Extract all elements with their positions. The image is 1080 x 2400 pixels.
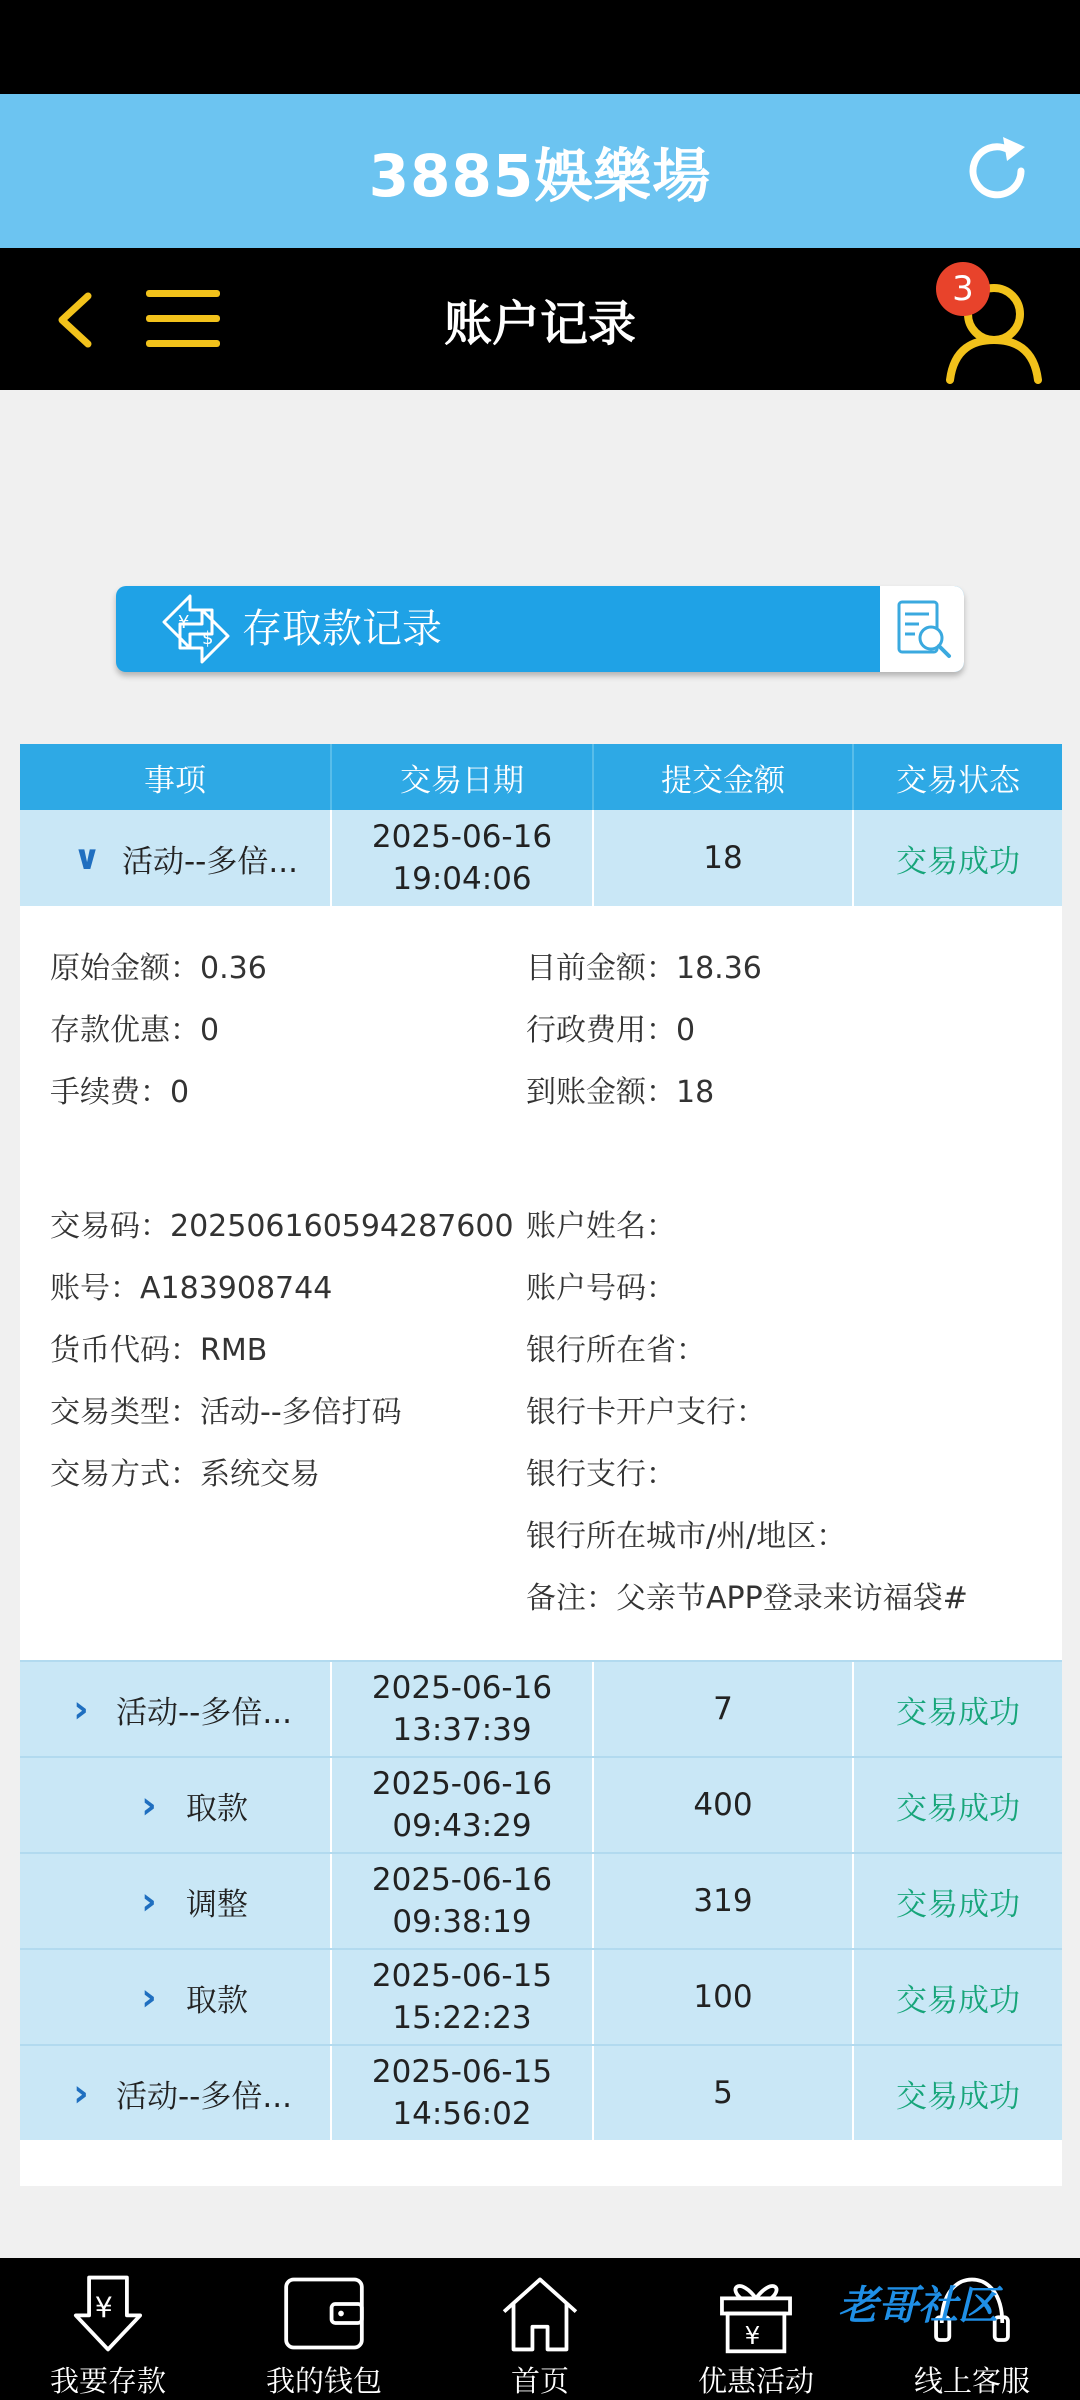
currency-exchange-icon [156, 592, 236, 666]
detail-account-id: 账号：A183908744 [50, 1271, 333, 1306]
table-header [20, 744, 1062, 810]
row-status: 交易成功 [896, 2078, 1020, 2115]
row-status: 交易成功 [896, 1694, 1020, 1731]
menu-button[interactable] [146, 290, 220, 350]
row-date: 2025-06-16 [371, 1862, 553, 1898]
detail-bank-province: 银行所在省： [526, 1333, 706, 1368]
row-date: 2025-06-16 [371, 819, 553, 855]
refresh-icon [957, 131, 1037, 211]
detail-current-amount: 目前金额：18.36 [526, 951, 762, 986]
row-status: 交易成功 [896, 843, 1020, 880]
row-item: 活动--多倍... [122, 843, 298, 880]
row-time: 14:56:02 [392, 2096, 532, 2132]
detail-original-amount: 原始金额：0.36 [50, 951, 267, 986]
chevron-right-icon: › [141, 1879, 157, 1923]
refresh-button[interactable] [954, 128, 1040, 214]
row-date: 2025-06-16 [371, 1766, 553, 1802]
detail-currency: 货币代码：RMB [50, 1333, 268, 1368]
detail-bank-branch-open: 银行卡开户支行： [526, 1395, 766, 1430]
detail-handling-fee: 手续费：0 [50, 1075, 190, 1110]
row-status: 交易成功 [896, 1982, 1020, 2019]
row-date: 2025-06-15 [371, 2054, 553, 2090]
row-detail-panel [20, 906, 1062, 1660]
chevron-right-icon: › [73, 2071, 89, 2115]
records-table [20, 744, 1062, 2186]
app-header [0, 94, 1080, 248]
detail-remark: 备注：父亲节APP登录来访福袋# [526, 1581, 968, 1616]
tab-deposit[interactable] [0, 2258, 216, 2400]
row-amount: 7 [594, 1662, 854, 1756]
chevron-right-icon: › [141, 1975, 157, 2019]
tab-home[interactable] [432, 2258, 648, 2400]
row-time: 19:04:06 [392, 861, 532, 897]
chevron-left-icon [48, 288, 108, 352]
detail-bank-city: 银行所在城市/州/地区： [526, 1519, 847, 1554]
wallet-icon [278, 2270, 370, 2357]
table-row[interactable] [20, 1756, 1062, 1852]
row-item: 取款 [186, 1790, 248, 1827]
header-amount: 提交金额 [594, 744, 854, 810]
back-button[interactable] [48, 288, 108, 352]
tab-promos-label: 优惠活动 [697, 2364, 814, 2398]
detail-bank-branch: 银行支行： [526, 1457, 676, 1492]
detail-txn-code: 交易码：202506160594287600 [50, 1209, 514, 1244]
chevron-right-icon: › [141, 1783, 157, 1827]
page-title: 账户记录 [443, 295, 636, 352]
row-time: 09:38:19 [392, 1904, 532, 1940]
tab-wallet-label: 我的钱包 [265, 2364, 382, 2398]
row-date: 2025-06-15 [371, 1958, 553, 1994]
detail-txn-method: 交易方式：系统交易 [50, 1457, 320, 1492]
row-date: 2025-06-16 [371, 1670, 553, 1706]
row-status: 交易成功 [896, 1790, 1020, 1827]
row-time: 09:43:29 [392, 1808, 532, 1844]
svg-text:$: $ [202, 628, 214, 649]
row-time: 15:22:23 [392, 2000, 532, 2036]
deposit-icon [62, 2270, 154, 2357]
table-row[interactable] [20, 1948, 1062, 2044]
tab-home-label: 首页 [510, 2364, 569, 2398]
table-row[interactable] [20, 1852, 1062, 1948]
header-item: 事项 [20, 744, 332, 810]
table-row[interactable] [20, 810, 1062, 906]
header-status: 交易状态 [896, 762, 1020, 799]
svg-text:¥: ¥ [94, 2291, 113, 2325]
hamburger-menu-icon [146, 290, 220, 297]
detail-account-name: 账户姓名： [526, 1209, 676, 1244]
detail-admin-fee: 行政费用：0 [526, 1013, 696, 1048]
row-time: 13:37:39 [392, 1712, 532, 1748]
detail-account-number: 账户号码： [526, 1271, 676, 1306]
user-button[interactable] [940, 262, 1044, 384]
chevron-down-icon: ∨ [73, 838, 101, 878]
tab-promos[interactable] [648, 2258, 864, 2400]
svg-text:¥: ¥ [178, 612, 190, 633]
status-bar [0, 0, 1080, 94]
row-item: 活动--多倍... [116, 1694, 292, 1731]
header-date: 交易日期 [332, 744, 594, 810]
row-status: 交易成功 [896, 1886, 1020, 1923]
svg-text:¥: ¥ [744, 2320, 761, 2350]
row-amount: 18 [594, 810, 854, 906]
row-item: 取款 [186, 1982, 248, 2019]
banner-title: 存取款记录 [242, 606, 442, 652]
row-item: 活动--多倍... [116, 2078, 292, 2115]
detail-arrival-amount: 到账金额：18 [526, 1075, 715, 1110]
notification-badge: 3 [936, 262, 990, 316]
detail-txn-type: 交易类型：活动--多倍打码 [50, 1395, 402, 1430]
home-icon [494, 2270, 586, 2357]
table-row[interactable] [20, 1660, 1062, 1756]
row-amount: 400 [594, 1758, 854, 1852]
document-search-icon [889, 596, 955, 662]
row-amount: 5 [594, 2046, 854, 2140]
chevron-right-icon: › [73, 1687, 89, 1731]
row-amount: 100 [594, 1950, 854, 2044]
tab-deposit-label: 我要存款 [49, 2364, 166, 2398]
tab-wallet[interactable] [216, 2258, 432, 2400]
gift-icon [710, 2270, 802, 2357]
records-banner[interactable] [116, 586, 964, 672]
row-item: 调整 [186, 1886, 248, 1923]
table-row[interactable] [20, 2044, 1062, 2140]
app-title: 3885娛樂場 [368, 142, 712, 210]
detail-deposit-bonus: 存款优惠：0 [50, 1013, 220, 1048]
watermark-logo: 老哥社区 [838, 2282, 998, 2329]
search-records-button[interactable] [880, 586, 964, 672]
tab-support-label: 线上客服 [913, 2364, 1030, 2398]
nav-bar [0, 248, 1080, 390]
row-amount: 319 [594, 1854, 854, 1948]
